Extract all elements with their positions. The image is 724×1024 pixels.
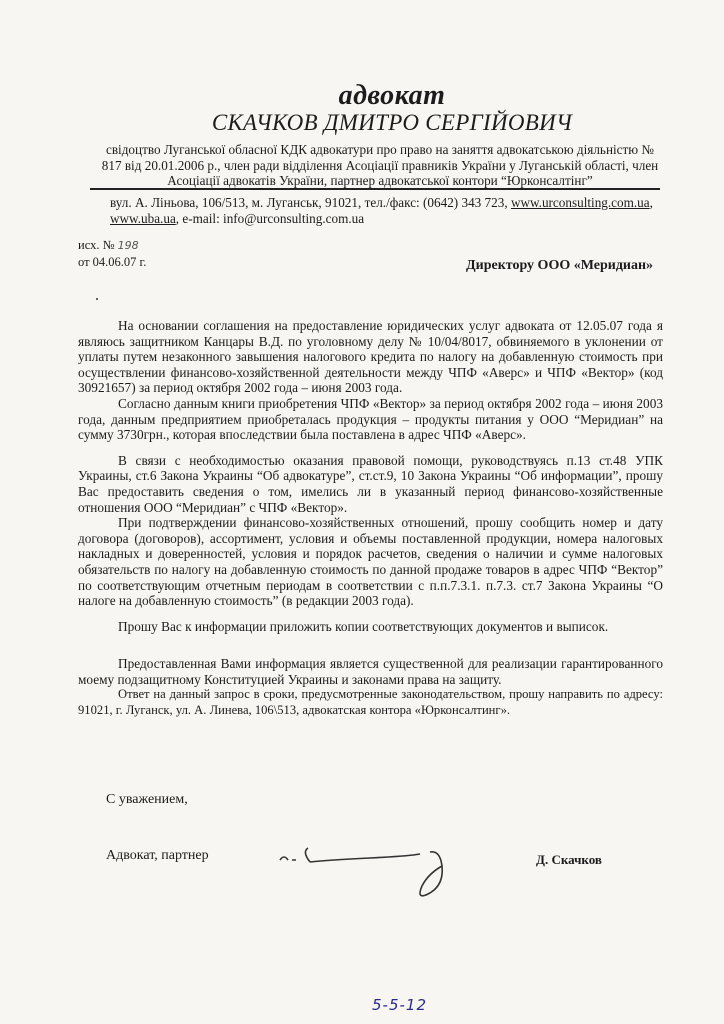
paragraph-5: Прошу Вас к информации приложить копии соответствующих документов и выписок.	[118, 618, 609, 634]
paragraph-3: В связи с необходимостью оказания правовой помощи, руководствуясь п.13 ст.48 УПК Украины, ст.6 Закона Украины “Об адвокатуре”, ст.ст.9, 10 Закона Украины “Об информации”, прошу Вас предоставить сведения о том, имелись ли в указанный период финансово-хозяйственные отношения ООО “Меридиан” с ЧПФ «Вектор».	[78, 452, 663, 515]
comma-separator: ,	[649, 195, 653, 210]
contact-block	[110, 195, 670, 227]
credentials: свідоцтво Луганської обласної КДК адвокатури про право на заняття адвокатською діяльністю № 817 від 20.01.2006 р., член ради відділення Асоціації правників України у Луганській області, член Асоціації адвокатів України, партнер адвокатської контори “Юрконсалтінг”	[101, 142, 659, 188]
page-speck	[96, 298, 98, 300]
paragraph-7: Ответ на данный запрос в сроки, предусмотренные законодательством, прошу направить по адресу: 91021, г. Луганск, ул. А. Линева, 106\513, адвокатская контора «Юрконсалтинг».	[78, 687, 663, 718]
website-link-2[interactable]: www.uba.ua	[110, 211, 176, 226]
letter-body	[78, 318, 663, 719]
ref-date: от 04.06.07 г.	[78, 255, 147, 269]
handwritten-signature	[270, 830, 490, 900]
website-link-1[interactable]: www.urconsulting.com.ua	[510, 195, 650, 210]
reference-block	[78, 237, 146, 270]
paragraph-6: Предоставленная Вами информация является существенной для реализации гарантированного моему подзащитному Конституцией Украины и законами права на защиту.	[78, 656, 663, 687]
handwritten-note: 5-5-12	[372, 996, 427, 1014]
signature-role: Адвокат, партнер	[106, 848, 209, 863]
closing: С уважением,	[106, 792, 188, 807]
signature-name: Д. Скачков	[536, 852, 602, 867]
paragraph-4: При подтверждении финансово-хозяйственных отношений, прошу сообщить номер и дату договора (договоров), ассортимент, условия и объемы поставленной продукции, номера налоговых накладных и доверенностей, условия и порядок расчетов, сведения о наличии и сумме налоговых обязательств по налогу на добавленную стоимость по данной продаже товаров в адрес ЧПФ “Вектор” по соответствующим отчетным периодам в соответствии с п.п.7.3.1. п.7.3. ст.7 Закона Украины “О налоге на добавленную стоимость” (в редакции 2003 года).	[78, 515, 663, 609]
address-line: вул. А. Ліньова, 106/513, м. Луганськ, 91021, тел./факс: (0642) 343 723,	[110, 195, 511, 210]
paragraph-1: На основании соглашения на предоставление юридических услуг адвоката от 12.05.07 года я являюсь защитником Канцары В.Д. по уголовному делу № 10/04/8017, обвиняемого в уклонении от уплаты путем незаконного завышения налогового кредита по налогу на добавленную стоимость при осуществлении финансово-хозяйственной деятельности между ЧПФ «Аверс» и ЧПФ «Вектор» (код 30921657) за период октября 2002 года – июня 2003 года.	[78, 318, 663, 396]
recipient: Директору ООО «Меридиан»	[466, 258, 654, 273]
header-divider	[90, 188, 660, 190]
ref-number-handwritten: 198	[117, 239, 139, 252]
paragraph-2: Согласно данным книги приобретения ЧПФ «Вектор» за период октября 2002 года – июня 2003 года, данным предприятием приобреталась продукция – продукты питания у ООО “Меридиан” на сумму 3730грн., которая впоследствии была поставлена в адрес ЧПФ «Аверс».	[78, 395, 663, 443]
ref-number-label: исх. №	[78, 238, 115, 252]
lawyer-name: СКАЧКОВ ДМИТРО СЕРГІЙОВИЧ	[211, 110, 573, 135]
header-title: адвокат	[338, 80, 446, 111]
email-text: , e-mail: info@urconsulting.com.ua	[175, 211, 365, 226]
